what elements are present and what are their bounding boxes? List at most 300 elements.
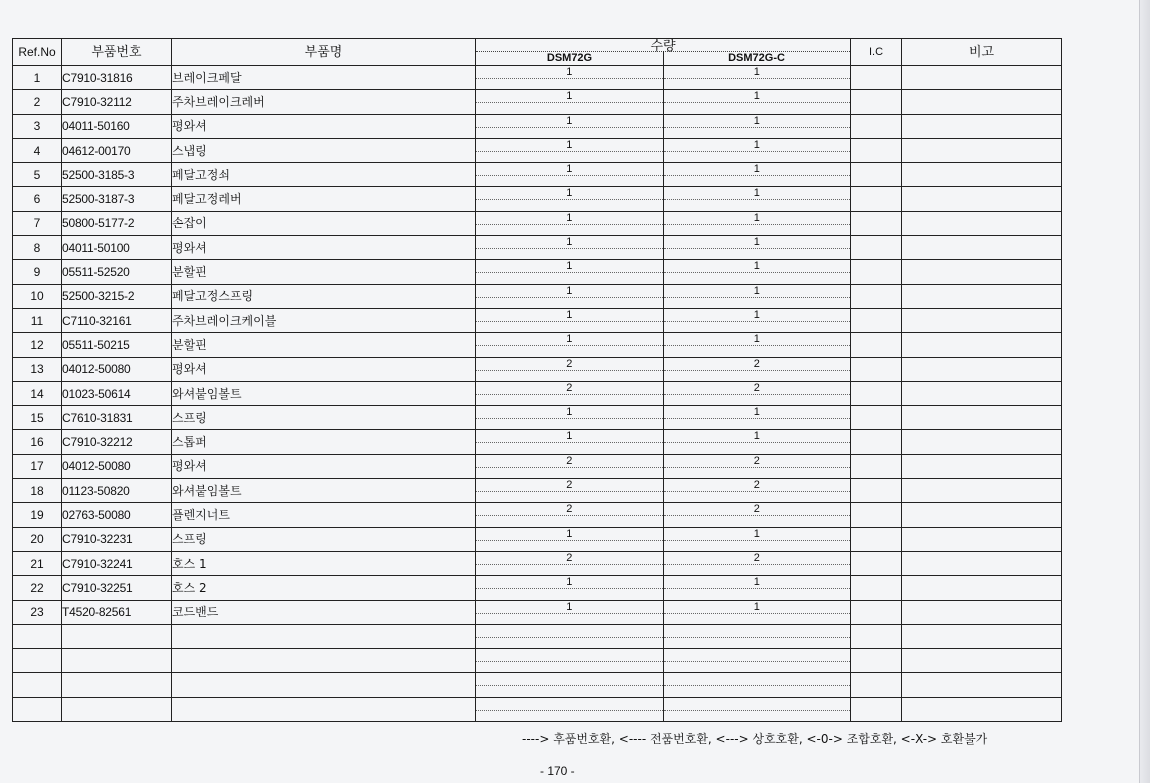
qty-models: [476, 53, 850, 64]
cell-qty-dsm72g: [476, 212, 664, 235]
cell-part-name: 페달고정쇠: [172, 163, 476, 187]
cell-ic: [851, 503, 902, 527]
cell-part-name: 주차브레이크레버: [172, 90, 476, 114]
qty-dotted-line: [476, 297, 663, 298]
cell-qty-dsm72g-c: [664, 576, 851, 599]
qty-value: 1: [753, 187, 760, 200]
qty-dotted-line: [664, 442, 851, 443]
table-row: [13, 187, 1062, 211]
qty-value: 1: [753, 138, 760, 151]
cell-qty: [476, 624, 851, 648]
table-row: [13, 260, 1062, 284]
cell-ref: 19: [13, 503, 62, 527]
parts-table: [12, 38, 1062, 722]
qty-dotted-line: [664, 272, 851, 273]
cell-part-no: C7910-32241: [62, 551, 172, 575]
table-row: [13, 357, 1062, 381]
cell-ref: 6: [13, 187, 62, 211]
qty-dotted-line: [476, 588, 663, 589]
qty-dotted-line: [664, 321, 851, 322]
cell-qty-dsm72g: [476, 601, 664, 624]
cell-ic: [851, 187, 902, 211]
cell-part-name: 손잡이: [172, 211, 476, 235]
cell-ref: 12: [13, 333, 62, 357]
qty-dotted-line: [664, 710, 851, 711]
table-row: [13, 308, 1062, 332]
qty-dotted-line: [476, 515, 663, 516]
cell-qty-dsm72g: [476, 479, 664, 502]
cell-qty-dsm72g: [476, 503, 664, 526]
qty-value: 1: [753, 66, 760, 78]
cell-qty-dsm72g: [476, 358, 664, 381]
cell-ref: 17: [13, 454, 62, 478]
cell-qty-dsm72g: [476, 382, 664, 405]
cell-part-name: 브레이크페달: [172, 66, 476, 90]
cell-ref: [13, 673, 62, 697]
cell-remarks: [902, 673, 1062, 697]
cell-remarks: [902, 114, 1062, 138]
qty-value: 1: [753, 90, 760, 103]
cell-part-name: 스프링: [172, 527, 476, 551]
cell-ref: [13, 697, 62, 721]
cell-qty-dsm72g: [476, 552, 664, 575]
cell-qty: [476, 551, 851, 575]
cell-qty-dsm72g-c: [664, 236, 851, 259]
cell-qty-dsm72g-c: [664, 212, 851, 235]
cell-qty-dsm72g-c: [664, 698, 851, 721]
cell-qty: [476, 333, 851, 357]
cell-ref: 14: [13, 381, 62, 405]
table-row: [13, 236, 1062, 260]
table-row: [13, 430, 1062, 454]
qty-value: 1: [566, 430, 573, 443]
cell-ref: [13, 624, 62, 648]
table-row: [13, 600, 1062, 624]
cell-qty-dsm72g-c: [664, 479, 851, 502]
table-row: [13, 114, 1062, 138]
cell-qty-dsm72g-c: [664, 601, 851, 624]
cell-part-name: 분할핀: [172, 333, 476, 357]
cell-ic: [851, 357, 902, 381]
qty-dotted-line: [664, 297, 851, 298]
cell-qty-dsm72g: [476, 139, 664, 162]
qty-dotted-line: [476, 661, 663, 662]
table-row: [13, 649, 1062, 673]
cell-remarks: [902, 90, 1062, 114]
cell-ic: [851, 649, 902, 673]
qty-dotted-line: [664, 370, 851, 371]
cell-ic: [851, 333, 902, 357]
cell-qty-dsm72g: [476, 528, 664, 551]
cell-qty-dsm72g: [476, 455, 664, 478]
cell-remarks: [902, 503, 1062, 527]
cell-qty-dsm72g-c: [664, 187, 851, 210]
qty-dotted-line: [476, 394, 663, 395]
qty-dotted-line: [664, 199, 851, 200]
qty-dotted-line: [664, 102, 851, 103]
cell-part-no: [62, 673, 172, 697]
cell-ic: [851, 479, 902, 503]
cell-part-no: 01123-50820: [62, 479, 172, 503]
cell-qty-dsm72g-c: [664, 115, 851, 138]
qty-value: 2: [566, 381, 573, 394]
qty-dotted-line: [476, 418, 663, 419]
cell-part-no: C7910-32212: [62, 430, 172, 454]
qty-value: 1: [566, 308, 573, 321]
table-row: [13, 527, 1062, 551]
qty-dotted-line: [664, 491, 851, 492]
cell-qty: [476, 649, 851, 673]
cell-part-name: 페달고정레버: [172, 187, 476, 211]
cell-part-name: 분할핀: [172, 260, 476, 284]
cell-remarks: [902, 236, 1062, 260]
model-dsm72g-c: DSM72G-C: [728, 52, 785, 64]
table-row: [13, 381, 1062, 405]
cell-qty: [476, 260, 851, 284]
cell-ic: [851, 236, 902, 260]
cell-qty-dsm72g-c: [664, 406, 851, 429]
cell-part-no: 04012-50080: [62, 454, 172, 478]
qty-value: 1: [566, 527, 573, 540]
qty-dotted-line: [476, 175, 663, 176]
qty-title: 수량: [650, 39, 676, 54]
qty-value: 1: [566, 163, 573, 176]
qty-value: 1: [566, 236, 573, 249]
qty-value: 2: [566, 454, 573, 467]
qty-value: 1: [753, 236, 760, 249]
cell-ref: 20: [13, 527, 62, 551]
cell-qty-dsm72g: [476, 673, 664, 696]
cell-remarks: [902, 454, 1062, 478]
qty-dotted-line: [476, 710, 663, 711]
qty-value: 2: [566, 551, 573, 564]
cell-remarks: [902, 649, 1062, 673]
qty-dotted-line: [476, 248, 663, 249]
cell-part-no: 04011-50100: [62, 236, 172, 260]
cell-qty: [476, 600, 851, 624]
qty-value: 1: [753, 260, 760, 273]
table-row: [13, 503, 1062, 527]
qty-dotted-line: [664, 127, 851, 128]
cell-part-no: 52500-3185-3: [62, 163, 172, 187]
cell-qty: [476, 406, 851, 430]
qty-value: 1: [566, 260, 573, 273]
table-body: [13, 66, 1062, 722]
cell-qty-dsm72g-c: [664, 260, 851, 283]
qty-dotted-line: [476, 199, 663, 200]
cell-part-name: [172, 673, 476, 697]
qty-dotted-line: [476, 102, 663, 103]
cell-ic: [851, 551, 902, 575]
cell-part-no: [62, 624, 172, 648]
qty-value: 2: [753, 381, 760, 394]
qty-dotted-line: [664, 588, 851, 589]
cell-remarks: [902, 551, 1062, 575]
cell-qty-dsm72g: [476, 309, 664, 332]
cell-part-name: 페달고정스프링: [172, 284, 476, 308]
qty-value: 2: [566, 503, 573, 516]
cell-part-no: 04612-00170: [62, 138, 172, 162]
qty-dotted-line: [476, 540, 663, 541]
qty-dotted-line: [476, 345, 663, 346]
cell-qty-dsm72g-c: [664, 163, 851, 186]
cell-part-no: 04012-50080: [62, 357, 172, 381]
qty-dotted-line: [664, 224, 851, 225]
qty-dotted-line: [664, 613, 851, 614]
cell-ref: 11: [13, 308, 62, 332]
col-qty-header: [476, 39, 851, 66]
table-row: [13, 90, 1062, 114]
qty-value: 1: [753, 308, 760, 321]
cell-ref: 9: [13, 260, 62, 284]
cell-part-no: C7910-32231: [62, 527, 172, 551]
cell-remarks: [902, 138, 1062, 162]
cell-part-no: 50800-5177-2: [62, 211, 172, 235]
col-remarks-header: 비고: [902, 39, 1062, 66]
cell-ic: [851, 454, 902, 478]
cell-qty-dsm72g-c: [664, 309, 851, 332]
qty-dotted-line: [476, 127, 663, 128]
cell-ref: 23: [13, 600, 62, 624]
qty-dotted-line: [476, 321, 663, 322]
cell-part-no: 52500-3187-3: [62, 187, 172, 211]
cell-ic: [851, 90, 902, 114]
cell-part-no: 05511-50215: [62, 333, 172, 357]
cell-part-name: 주차브레이크케이블: [172, 308, 476, 332]
qty-dotted-line: [664, 394, 851, 395]
cell-qty-dsm72g-c: [664, 625, 851, 648]
cell-ic: [851, 527, 902, 551]
cell-qty-dsm72g-c: [664, 382, 851, 405]
qty-dotted-line: [476, 224, 663, 225]
cell-qty: [476, 576, 851, 600]
cell-ref: 8: [13, 236, 62, 260]
table-row: [13, 479, 1062, 503]
cell-qty-dsm72g-c: [664, 673, 851, 696]
cell-remarks: [902, 187, 1062, 211]
cell-qty: [476, 673, 851, 697]
cell-qty: [476, 430, 851, 454]
table-row: [13, 138, 1062, 162]
qty-dotted-line: [664, 540, 851, 541]
cell-ic: [851, 673, 902, 697]
cell-qty: [476, 211, 851, 235]
cell-ref: 13: [13, 357, 62, 381]
qty-value: 1: [566, 138, 573, 151]
qty-value: 2: [566, 479, 573, 492]
header-row: [13, 39, 1062, 66]
cell-ic: [851, 697, 902, 721]
qty-dotted-line: [664, 515, 851, 516]
cell-qty: [476, 697, 851, 721]
qty-dotted-line: [476, 370, 663, 371]
cell-qty-dsm72g: [476, 698, 664, 721]
qty-dotted-line: [476, 564, 663, 565]
cell-remarks: [902, 333, 1062, 357]
cell-qty: [476, 66, 851, 90]
cell-ref: 7: [13, 211, 62, 235]
cell-qty-dsm72g-c: [664, 139, 851, 162]
cell-part-name: 스냅링: [172, 138, 476, 162]
qty-value: 2: [566, 357, 573, 370]
cell-qty-dsm72g-c: [664, 285, 851, 308]
cell-qty-dsm72g: [476, 333, 664, 356]
qty-value: 1: [566, 211, 573, 224]
cell-ic: [851, 576, 902, 600]
cell-part-no: 52500-3215-2: [62, 284, 172, 308]
cell-qty-dsm72g: [476, 260, 664, 283]
qty-dotted-line: [476, 442, 663, 443]
cell-part-name: 평와셔: [172, 357, 476, 381]
cell-part-no: 02763-50080: [62, 503, 172, 527]
cell-part-no: C7910-32112: [62, 90, 172, 114]
cell-ic: [851, 430, 902, 454]
cell-ref: 10: [13, 284, 62, 308]
cell-qty: [476, 284, 851, 308]
cell-qty-dsm72g-c: [664, 90, 851, 113]
cell-remarks: [902, 284, 1062, 308]
table-row: [13, 284, 1062, 308]
cell-remarks: [902, 308, 1062, 332]
cell-qty-dsm72g: [476, 625, 664, 648]
qty-value: 2: [753, 454, 760, 467]
cell-ic: [851, 600, 902, 624]
interchange-legend: ----> 후품번호환, <---- 전품번호환, <---> 상호호환, <-0-> 조합호환, <-X-> 호환불가: [522, 732, 988, 746]
qty-value: 1: [566, 187, 573, 200]
cell-part-no: T4520-82561: [62, 600, 172, 624]
cell-qty-dsm72g-c: [664, 528, 851, 551]
cell-ic: [851, 381, 902, 405]
qty-dotted-line: [664, 151, 851, 152]
cell-qty-dsm72g: [476, 90, 664, 113]
cell-remarks: [902, 697, 1062, 721]
cell-qty-dsm72g-c: [664, 358, 851, 381]
cell-qty: [476, 114, 851, 138]
cell-ref: [13, 649, 62, 673]
cell-part-name: [172, 649, 476, 673]
cell-remarks: [902, 576, 1062, 600]
qty-dotted-line: [476, 637, 663, 638]
qty-dotted-line: [476, 467, 663, 468]
cell-ref: 2: [13, 90, 62, 114]
cell-qty-dsm72g: [476, 406, 664, 429]
table-row: [13, 624, 1062, 648]
cell-part-name: 호스 1: [172, 551, 476, 575]
cell-remarks: [902, 211, 1062, 235]
cell-remarks: [902, 624, 1062, 648]
qty-value: 1: [753, 114, 760, 127]
cell-ic: [851, 163, 902, 187]
qty-value: 1: [566, 406, 573, 419]
col-ref-header: Ref.No: [13, 39, 62, 66]
qty-dotted-line: [476, 685, 663, 686]
cell-qty: [476, 381, 851, 405]
qty-dotted-line: [476, 613, 663, 614]
cell-part-name: [172, 624, 476, 648]
cell-part-no: C7610-31831: [62, 406, 172, 430]
cell-qty: [476, 90, 851, 114]
col-part-name-header: 부품명: [172, 39, 476, 66]
table-row: [13, 163, 1062, 187]
cell-part-name: 스톱퍼: [172, 430, 476, 454]
cell-qty: [476, 527, 851, 551]
cell-part-name: 호스 2: [172, 576, 476, 600]
col-ic-header: I.C: [851, 39, 902, 66]
cell-qty: [476, 454, 851, 478]
qty-dotted-line: [664, 418, 851, 419]
cell-qty-dsm72g-c: [664, 66, 851, 89]
table-row: [13, 66, 1062, 90]
cell-qty-dsm72g: [476, 163, 664, 186]
qty-dotted-line: [664, 661, 851, 662]
cell-part-no: C7910-31816: [62, 66, 172, 90]
cell-ic: [851, 624, 902, 648]
cell-qty-dsm72g-c: [664, 552, 851, 575]
cell-qty: [476, 308, 851, 332]
qty-dotted-line: [664, 345, 851, 346]
cell-qty-dsm72g: [476, 430, 664, 453]
cell-qty: [476, 503, 851, 527]
cell-qty-dsm72g: [476, 285, 664, 308]
qty-dotted-line: [476, 272, 663, 273]
cell-ref: 5: [13, 163, 62, 187]
cell-remarks: [902, 430, 1062, 454]
cell-qty: [476, 187, 851, 211]
cell-qty-dsm72g-c: [664, 503, 851, 526]
qty-dotted-line: [664, 78, 851, 79]
cell-ref: 3: [13, 114, 62, 138]
qty-value: 2: [753, 479, 760, 492]
table-row: [13, 551, 1062, 575]
cell-part-name: 스프링: [172, 406, 476, 430]
qty-dotted-line: [476, 151, 663, 152]
cell-qty-dsm72g: [476, 576, 664, 599]
cell-part-name: 평와셔: [172, 454, 476, 478]
qty-value: 1: [753, 527, 760, 540]
qty-value: 1: [566, 600, 573, 613]
cell-remarks: [902, 66, 1062, 90]
cell-ref: 15: [13, 406, 62, 430]
cell-ref: 22: [13, 576, 62, 600]
cell-part-name: 코드밴드: [172, 600, 476, 624]
cell-ic: [851, 406, 902, 430]
cell-part-name: 플렌지너트: [172, 503, 476, 527]
cell-ref: 18: [13, 479, 62, 503]
qty-value: 1: [566, 114, 573, 127]
qty-value: 1: [566, 90, 573, 103]
qty-value: 2: [753, 551, 760, 564]
cell-ic: [851, 211, 902, 235]
cell-remarks: [902, 479, 1062, 503]
qty-dotted-line: [664, 685, 851, 686]
qty-value: 1: [566, 66, 573, 78]
qty-value: 1: [753, 163, 760, 176]
cell-remarks: [902, 357, 1062, 381]
cell-qty-dsm72g-c: [664, 430, 851, 453]
cell-ic: [851, 114, 902, 138]
cell-qty-dsm72g-c: [664, 649, 851, 672]
table-row: [13, 454, 1062, 478]
cell-ic: [851, 138, 902, 162]
cell-part-name: 와셔붙임볼트: [172, 381, 476, 405]
qty-value: 1: [753, 576, 760, 589]
cell-qty-dsm72g: [476, 187, 664, 210]
cell-remarks: [902, 163, 1062, 187]
cell-qty-dsm72g: [476, 649, 664, 672]
cell-qty: [476, 479, 851, 503]
cell-ref: 4: [13, 138, 62, 162]
cell-part-name: [172, 697, 476, 721]
